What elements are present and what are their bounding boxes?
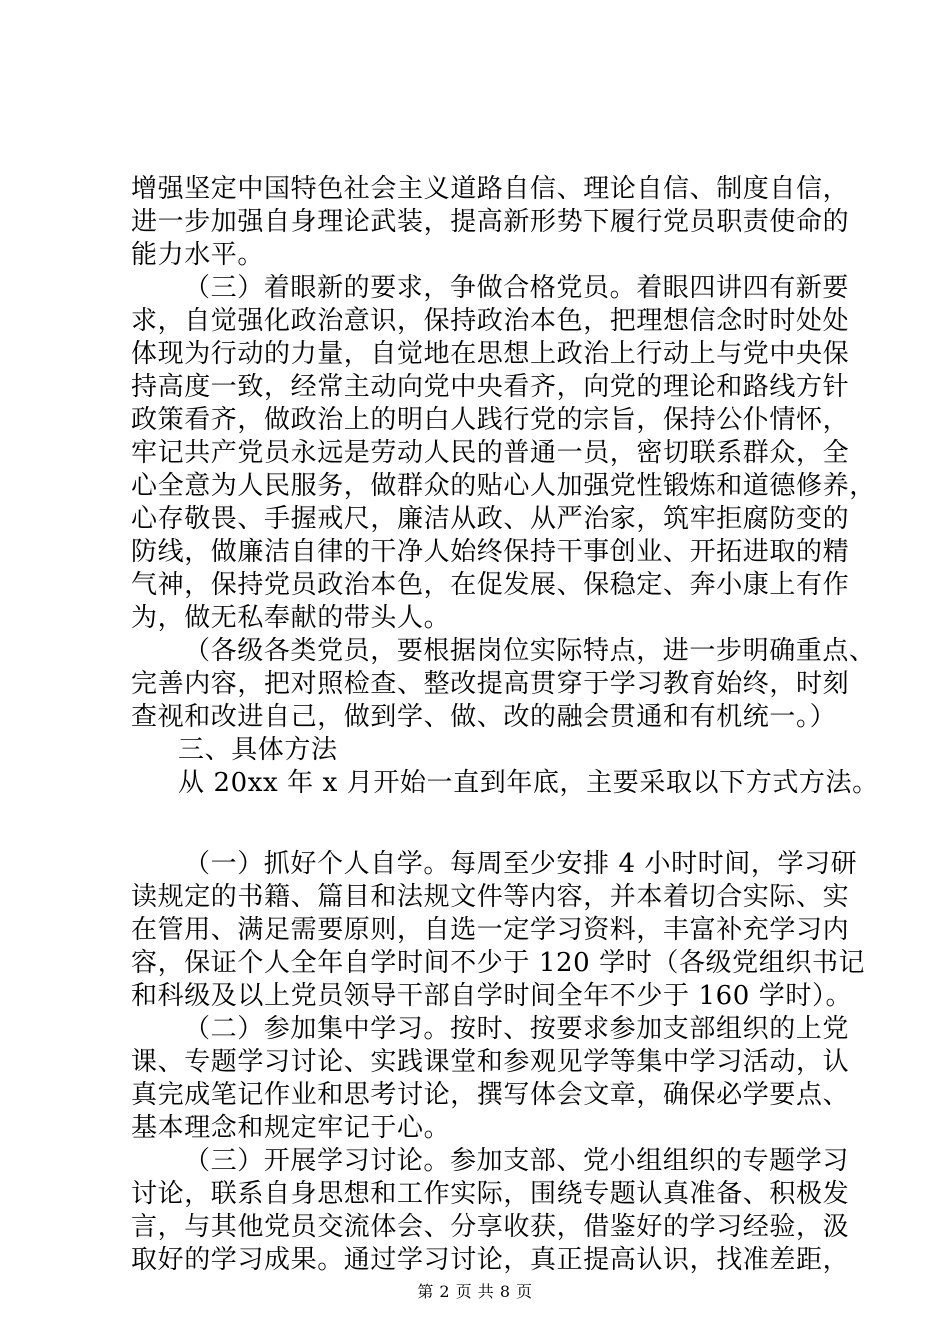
text-line: 取好的学习成果。通过学习讨论，真正提高认识，找准差距，: [131, 1245, 850, 1275]
text-line: 和科级及以上党员领导干部自学时间全年不少于 160 学时）。: [131, 981, 853, 1011]
page-footer: 第 2 页 共 8 页: [417, 1282, 533, 1301]
paragraph-start-line: （各级各类党员，要根据岗位实际特点，进一步明确重点、: [184, 636, 876, 666]
text-line: 心全意为人民服务，做群众的贴心人加强党性锻炼和道德修养，: [131, 471, 876, 501]
text-line: 查视和改进自己，做到学、做、改的融会贯通和有机统一。）: [131, 702, 837, 732]
text-line: 持高度一致，经常主动向党中央看齐，向党的理论和路线方针: [131, 372, 850, 402]
text-line: 为，做无私奉献的带头人。: [131, 603, 451, 633]
text-line: 牢记共产党员永远是劳动人民的普通一员，密切联系群众，全: [131, 438, 850, 468]
paragraph-start-line: （三）开展学习讨论。参加支部、党小组组织的专题学习: [184, 1146, 850, 1176]
text-line: 言，与其他党员交流体会、分享收获，借鉴好的学习经验，汲: [131, 1212, 850, 1242]
text-line: 基本理念和规定牢记于心。: [131, 1113, 451, 1143]
text-line: 政策看齐，做政治上的明白人践行党的宗旨，保持公仆情怀，: [131, 405, 850, 435]
text-line: 在管用、满足需要原则，自选一定学习资料，丰富补充学习内: [131, 915, 850, 945]
text-line: 课、专题学习讨论、实践课堂和参观见学等集中学习活动，认: [131, 1047, 850, 1077]
text-line: 讨论，联系自身思想和工作实际，围绕专题认真准备、积极发: [131, 1179, 850, 1209]
paragraph-start-line: 从 20xx 年 x 月开始一直到年底，主要采取以下方式方法。: [178, 768, 879, 798]
text-line: 进一步加强自身理论武装，提高新形势下履行党员职责使命的: [131, 207, 850, 237]
text-line: 体现为行动的力量，自觉地在思想上政治上行动上与党中央保: [131, 339, 850, 369]
paragraph-start-line: （二）参加集中学习。按时、按要求参加支部组织的上党: [184, 1014, 850, 1044]
paragraph-start-line: （一）抓好个人自学。每周至少安排 4 小时时间，学习研: [184, 849, 858, 879]
text-line: 读规定的书籍、篇目和法规文件等内容，并本着切合实际、实: [131, 882, 850, 912]
text-line: 容，保证个人全年自学时间不少于 120 学时（各级党组织书记: [131, 948, 866, 978]
text-line: 气神，保持党员政治本色，在促发展、保稳定、奔小康上有作: [131, 570, 850, 600]
text-line: 求，自觉强化政治意识，保持政治本色，把理想信念时时处处: [131, 306, 850, 336]
text-line: 防线，做廉洁自律的干净人始终保持干事创业、开拓进取的精: [131, 537, 850, 567]
text-line: 完善内容，把对照检查、整改提高贯穿于学习教育始终，时刻: [131, 669, 850, 699]
text-line: 心存敬畏、手握戒尺，廉洁从政、从严治家，筑牢拒腐防变的: [131, 504, 850, 534]
text-line: 增强坚定中国特色社会主义道路自信、理论自信、制度自信，: [131, 174, 850, 204]
text-line: 真完成笔记作业和思考讨论，撰写体会文章，确保必学要点、: [131, 1080, 850, 1110]
section-heading: 三、具体方法: [178, 735, 338, 765]
text-line: 能力水平。: [131, 240, 265, 270]
paragraph-start-line: （三）着眼新的要求，争做合格党员。着眼四讲四有新要: [184, 273, 850, 303]
